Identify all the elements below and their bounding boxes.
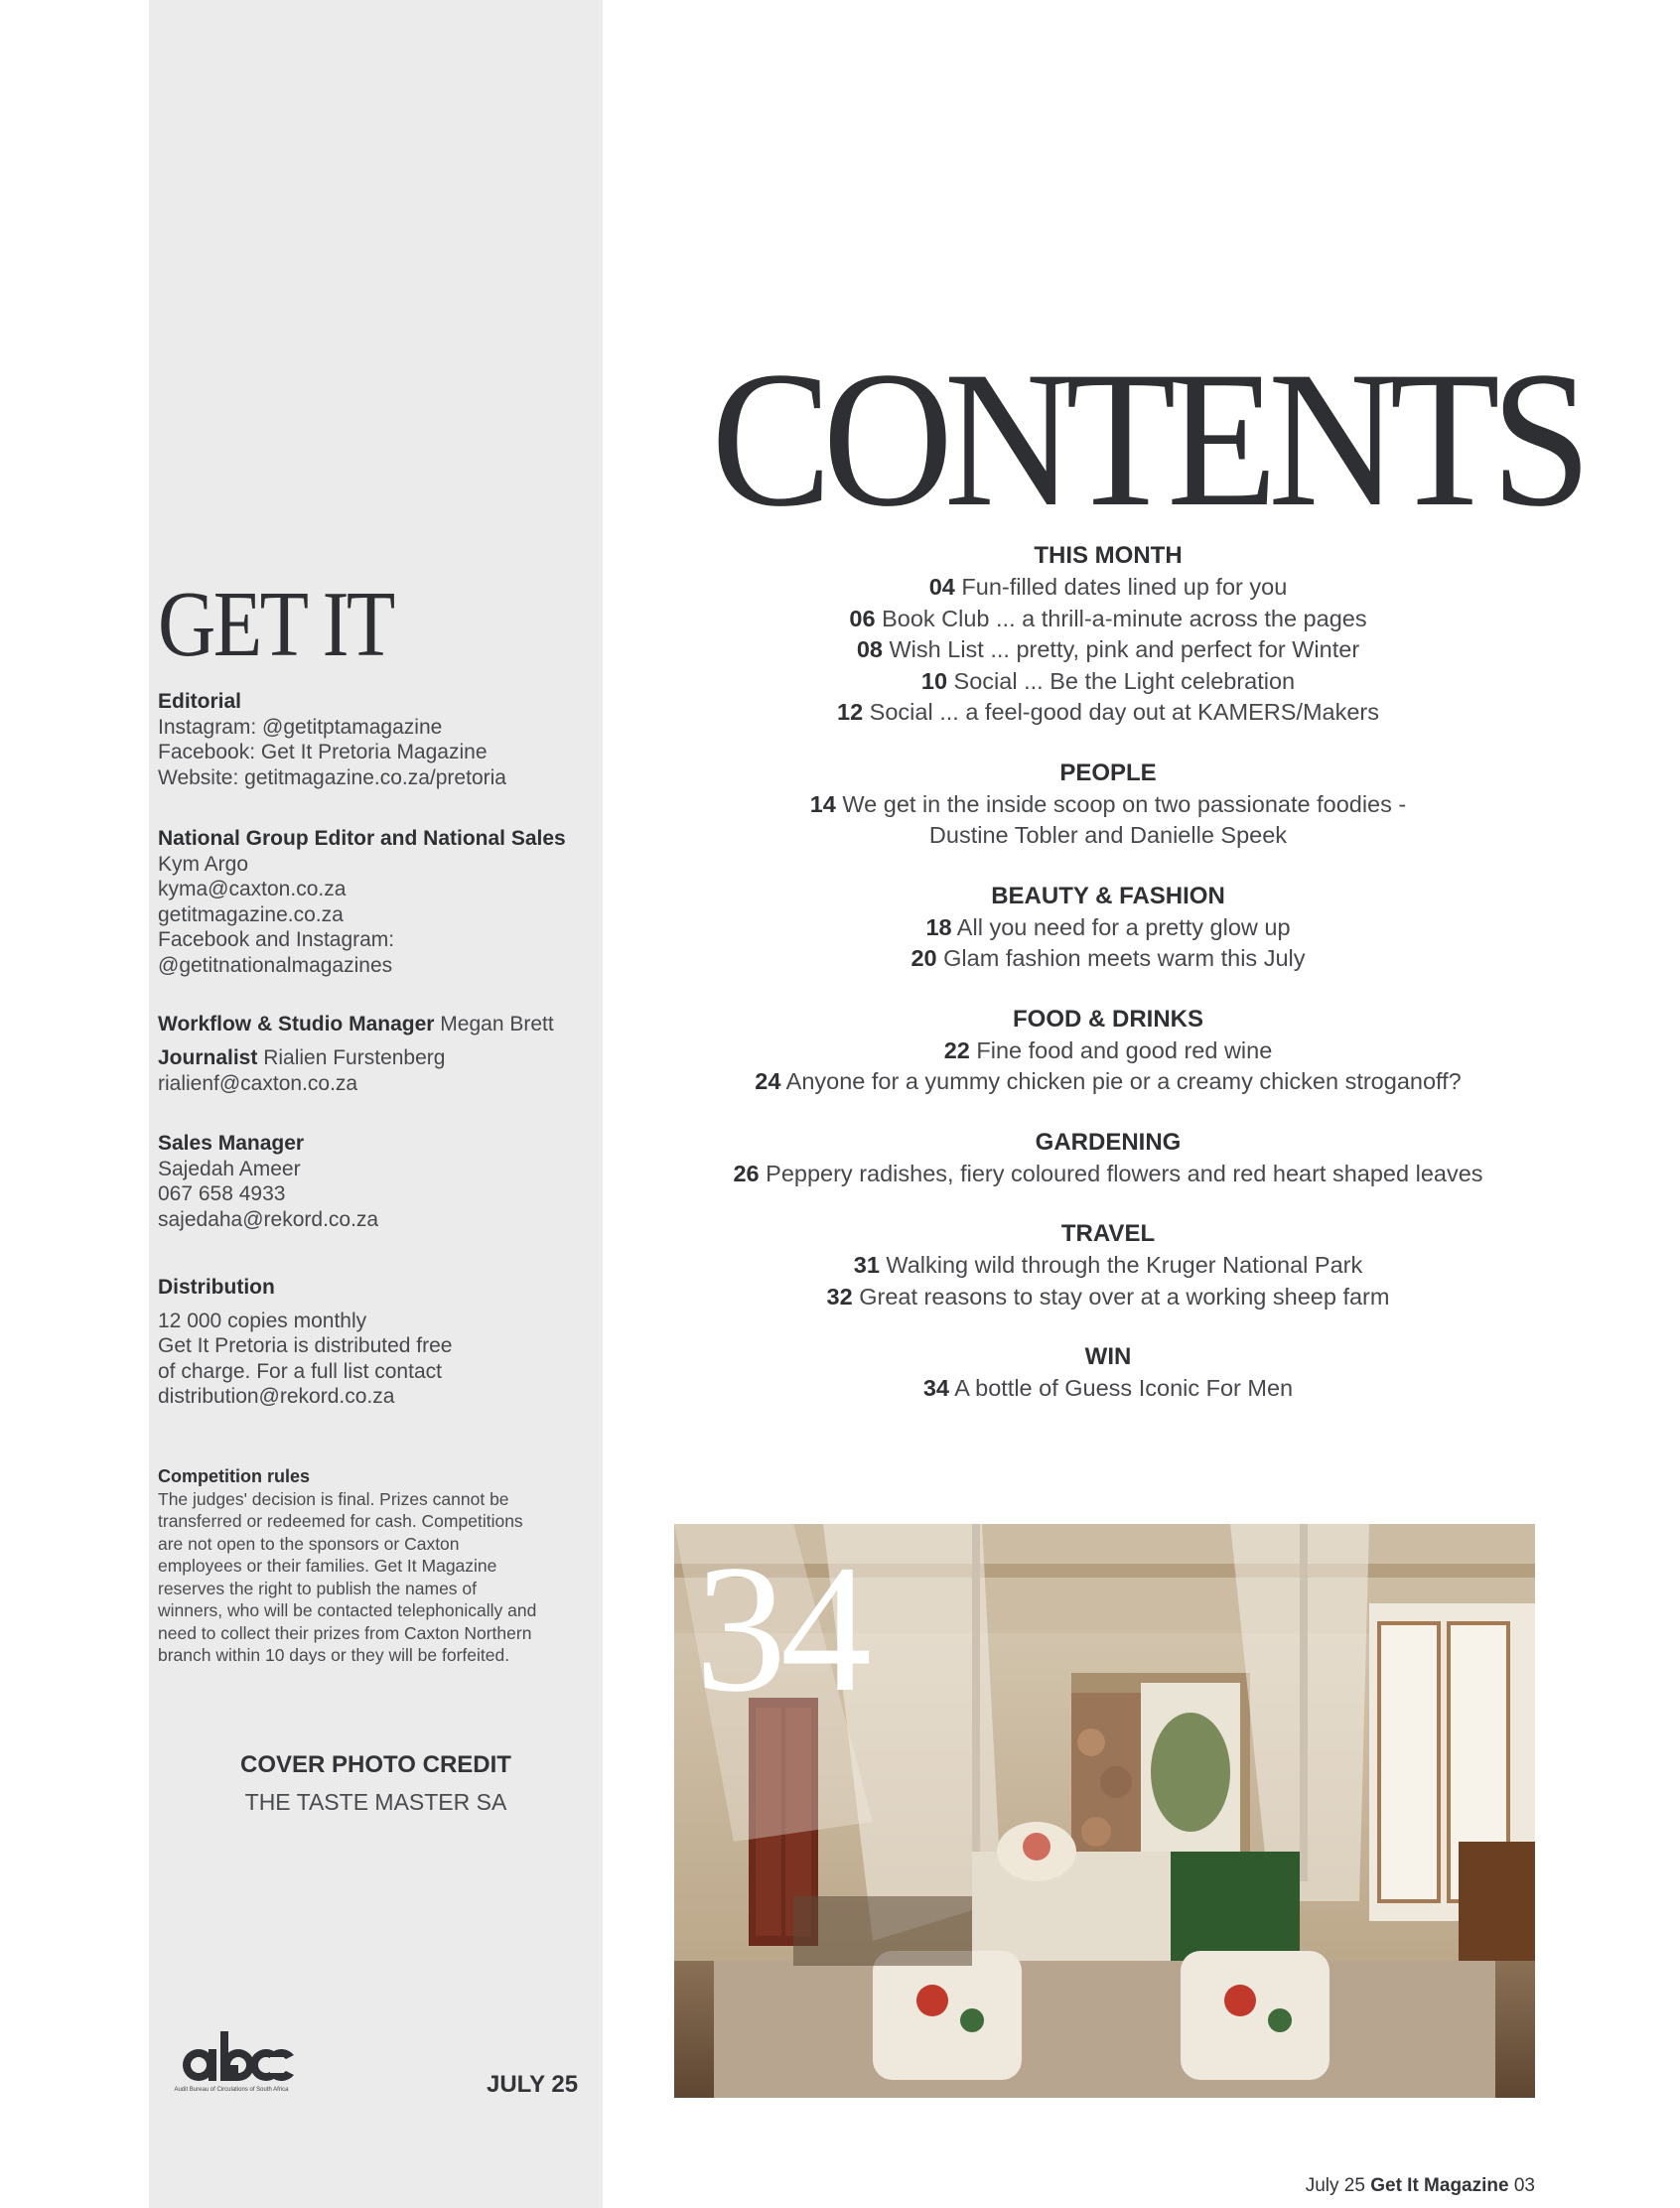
- national-line: @getitnationalmagazines: [158, 953, 393, 977]
- photo-page-number: 34: [695, 1527, 866, 1729]
- sales-heading: Sales Manager: [158, 1132, 305, 1155]
- sales-block: [158, 1131, 605, 1232]
- national-heading: National Group Editor and National Sales: [158, 827, 566, 850]
- section-title: THIS MONTH: [1034, 542, 1183, 569]
- entry-text: A bottle of Guess Iconic For Men: [948, 1375, 1294, 1401]
- section-title: BEAUTY & FASHION: [991, 882, 1225, 909]
- footer-prefix: July 25: [1305, 2175, 1371, 2196]
- journalist-block: [158, 1045, 605, 1096]
- competition-rules: [158, 1465, 603, 1667]
- toc-section: [635, 540, 1581, 729]
- competition-line: are not open to the sponsors or Caxton: [158, 1533, 460, 1554]
- cover-credit-title: COVER PHOTO CREDIT: [240, 1751, 511, 1778]
- competition-line: branch within 10 days or they will be forfeited.: [158, 1645, 510, 1665]
- editorial-block: [158, 689, 605, 790]
- toc-entry[interactable]: [635, 912, 1581, 944]
- entry-text: Dustine Tobler and Danielle Speek: [928, 822, 1288, 848]
- distribution-line: distribution@rekord.co.za: [158, 1385, 395, 1408]
- sales-line: sajedaha@rekord.co.za: [158, 1207, 379, 1231]
- toc-entry[interactable]: [635, 572, 1581, 604]
- national-line: kyma@caxton.co.za: [158, 878, 347, 900]
- page-number: 32: [826, 1283, 853, 1310]
- workflow-block: [158, 1012, 605, 1037]
- page-number: 04: [928, 574, 955, 600]
- entry-text: Social ... a feel-good day out at KAMERS/Makers: [863, 699, 1379, 725]
- sales-line: Sajedah Ameer: [158, 1157, 301, 1180]
- toc-section: [635, 1218, 1581, 1312]
- competition-line: transferred or redeemed for cash. Competitions: [158, 1511, 523, 1531]
- entry-text: Great reasons to stay over at a working sheep farm: [852, 1283, 1390, 1310]
- page-number: 18: [925, 913, 952, 940]
- editorial-facebook: Facebook: Get It Pretoria Magazine: [158, 741, 488, 763]
- entry-text: Fun-filled dates lined up for you: [954, 574, 1288, 600]
- page-number: 26: [733, 1160, 760, 1186]
- entry-text: Walking wild through the Kruger National Park: [879, 1252, 1363, 1278]
- page-number: 31: [853, 1252, 880, 1278]
- toc-entry[interactable]: [635, 789, 1581, 821]
- distribution-block: [158, 1275, 605, 1410]
- toc-entry[interactable]: [635, 1250, 1581, 1282]
- sales-line: 067 658 4933: [158, 1182, 286, 1205]
- toc-entry[interactable]: [635, 943, 1581, 975]
- section-title: WIN: [1084, 1343, 1132, 1370]
- toc-section: [635, 1127, 1581, 1190]
- entry-text: We get in the inside scoop on two passionate foodies -: [835, 790, 1407, 817]
- page-footer: [1306, 2175, 1535, 2197]
- editorial-website: Website: getitmagazine.co.za/pretoria: [158, 765, 506, 789]
- toc-section: [635, 1341, 1581, 1405]
- national-line: getitmagazine.co.za: [158, 902, 344, 926]
- page-number: 20: [910, 945, 937, 971]
- entry-text: Wish List ... pretty, pink and perfect for Winter: [882, 636, 1360, 662]
- journalist-role: Journalist: [158, 1046, 258, 1069]
- page-number: 12: [837, 699, 864, 725]
- toc-entry[interactable]: [635, 1066, 1581, 1098]
- entry-text: Fine food and good red wine: [969, 1036, 1273, 1063]
- toc-entry[interactable]: [635, 697, 1581, 729]
- national-line: Kym Argo: [158, 852, 249, 876]
- entry-text: Social ... Be the Light celebration: [947, 667, 1296, 694]
- entry-text: Anyone for a yummy chicken pie or a creamy chicken stroganoff?: [780, 1068, 1462, 1094]
- national-block: [158, 826, 605, 978]
- page-number: 08: [856, 636, 883, 662]
- entry-text: All you need for a pretty glow up: [951, 913, 1291, 940]
- distribution-line: of charge. For a full list contact: [158, 1359, 442, 1383]
- page-number: 22: [943, 1036, 970, 1063]
- page-number: 34: [922, 1375, 949, 1401]
- abc-logo-icon: [167, 2025, 306, 2144]
- sidebar-panel: [149, 0, 603, 2208]
- competition-line: winners, who will be contacted telephonically and: [158, 1600, 537, 1620]
- page-number: 24: [755, 1068, 781, 1094]
- entry-text: Book Club ... a thrill-a-minute across the pages: [875, 605, 1367, 631]
- brand-title: GET IT: [158, 573, 393, 676]
- toc-entry[interactable]: [635, 1035, 1581, 1067]
- distribution-line: Get It Pretoria is distributed free: [158, 1334, 453, 1357]
- competition-line: employees or their families. Get It Magazine: [158, 1556, 497, 1576]
- toc-entry[interactable]: [635, 604, 1581, 635]
- table-of-contents: [635, 540, 1581, 1405]
- competition-line: need to collect their prizes from Caxton Northern: [158, 1622, 532, 1643]
- section-title: FOOD & DRINKS: [1013, 1005, 1203, 1033]
- national-line: Facebook and Instagram:: [158, 928, 395, 951]
- toc-entry[interactable]: [635, 1159, 1581, 1190]
- abc-caption: Audit Bureau of Circulations of South Africa: [174, 2087, 289, 2093]
- page-number: 06: [849, 605, 876, 631]
- toc-section: [635, 881, 1581, 975]
- editorial-instagram: Instagram: @getitptamagazine: [158, 715, 443, 739]
- cover-credit-name: THE TASTE MASTER SA: [244, 1789, 507, 1815]
- section-title: GARDENING: [1035, 1128, 1182, 1156]
- entry-text: Peppery radishes, fiery coloured flowers and red heart shaped leaves: [759, 1160, 1483, 1186]
- journalist-email: rialienf@caxton.co.za: [158, 1071, 358, 1095]
- section-title: PEOPLE: [1059, 759, 1157, 786]
- distribution-heading: Distribution: [158, 1276, 275, 1299]
- competition-heading: Competition rules: [158, 1466, 311, 1486]
- competition-line: reserves the right to publish the names of: [158, 1578, 478, 1598]
- toc-entry-continued[interactable]: [635, 820, 1581, 852]
- page-number: 14: [809, 790, 836, 817]
- toc-entry[interactable]: [635, 666, 1581, 698]
- entry-text: Glam fashion meets warm this July: [936, 945, 1306, 971]
- toc-entry[interactable]: [635, 1282, 1581, 1313]
- contents-title: CONTENTS: [711, 332, 1583, 547]
- footer-magazine: Get It Magazine: [1370, 2175, 1509, 2196]
- toc-entry[interactable]: [635, 1373, 1581, 1405]
- section-title: TRAVEL: [1060, 1220, 1156, 1247]
- distribution-line: 12 000 copies monthly: [158, 1309, 367, 1332]
- footer-page: 03: [1508, 2175, 1535, 2196]
- journalist-name: Rialien Furstenberg: [257, 1046, 446, 1069]
- workflow-name: Megan Brett: [434, 1013, 554, 1035]
- editorial-heading: Editorial: [158, 690, 242, 713]
- page-number: 10: [920, 667, 948, 694]
- issue-date: JULY 25: [487, 2071, 579, 2098]
- workflow-role: Workflow & Studio Manager: [158, 1013, 435, 1035]
- toc-section: [635, 1004, 1581, 1098]
- toc-entry[interactable]: [635, 634, 1581, 666]
- toc-section: [635, 758, 1581, 852]
- competition-line: The judges' decision is final. Prizes cannot be: [158, 1488, 509, 1509]
